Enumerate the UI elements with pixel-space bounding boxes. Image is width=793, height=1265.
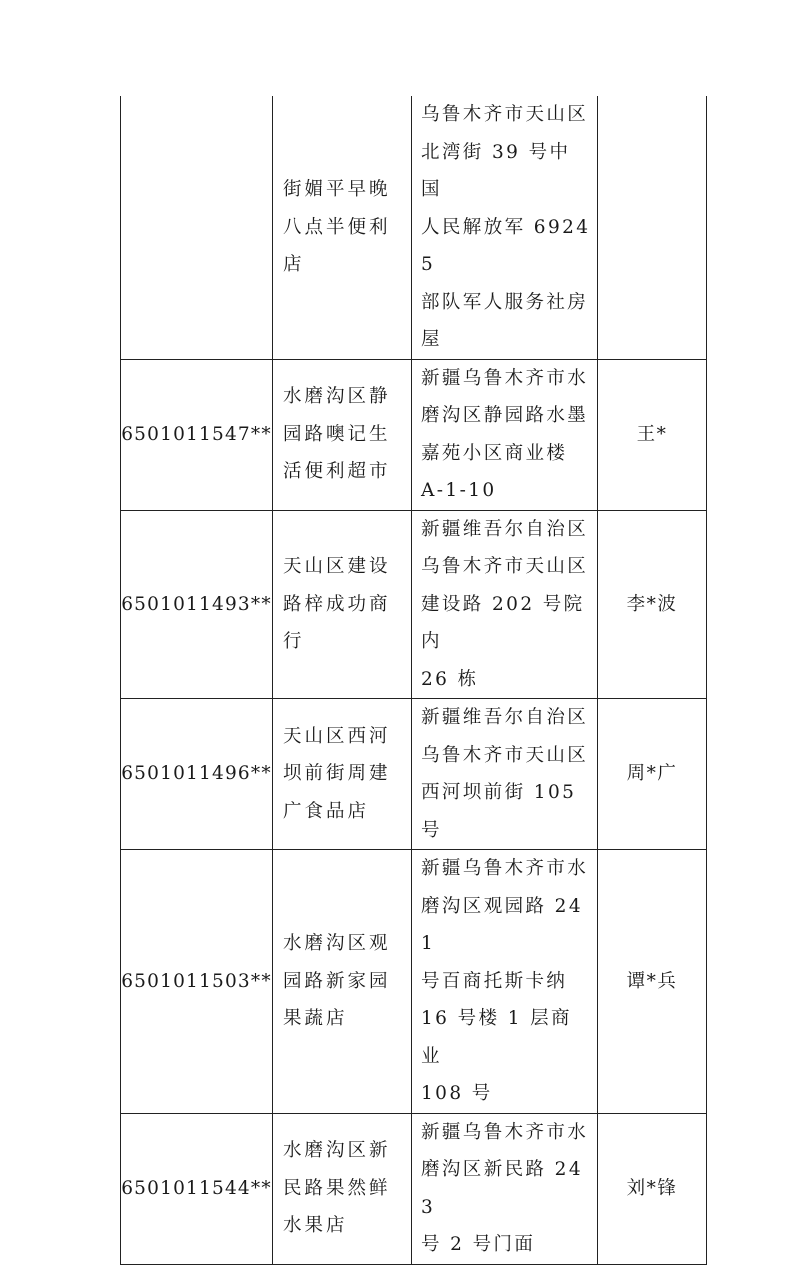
license-code-cell: 6501011503** <box>121 850 273 1114</box>
license-code-cell: 6501011493** <box>121 510 273 699</box>
store-address-cell: 乌鲁木齐市天山区 北湾街 39 号中国 人民解放军 69245 部队军人服务社房 屋 <box>412 96 598 359</box>
store-name-cell: 水磨沟区新 民路果然鲜 水果店 <box>273 1113 412 1264</box>
store-name-cell: 水磨沟区静 园路噢记生 活便利超市 <box>273 359 412 510</box>
records-table <box>120 96 707 1265</box>
store-address-cell: 新疆乌鲁木齐市水 磨沟区静园路水墨 嘉苑小区商业楼 A-1-10 <box>412 359 598 510</box>
license-code-cell <box>121 96 273 359</box>
person-name-cell: 周*广 <box>598 699 707 850</box>
person-name-cell: 谭*兵 <box>598 850 707 1114</box>
person-name-cell: 王* <box>598 359 707 510</box>
store-name-cell: 天山区西河 坝前街周建 广食品店 <box>273 699 412 850</box>
table-row <box>121 1113 707 1264</box>
store-address-cell: 新疆维吾尔自治区 乌鲁木齐市天山区 西河坝前街 105 号 <box>412 699 598 850</box>
table-row <box>121 850 707 1114</box>
license-code-cell: 6501011496** <box>121 699 273 850</box>
table-row <box>121 699 707 850</box>
store-address-cell: 新疆乌鲁木齐市水 磨沟区新民路 243 号 2 号门面 <box>412 1113 598 1264</box>
table-row <box>121 96 707 359</box>
store-address-cell: 新疆维吾尔自治区 乌鲁木齐市天山区 建设路 202 号院内 26 栋 <box>412 510 598 699</box>
store-name-cell: 水磨沟区观 园路新家园 果蔬店 <box>273 850 412 1114</box>
store-address-cell: 新疆乌鲁木齐市水 磨沟区观园路 241 号百商托斯卡纳 16 号楼 1 层商业 108 号 <box>412 850 598 1114</box>
store-name-cell: 街媚平早晚 八点半便利 店 <box>273 96 412 359</box>
license-code-cell: 6501011547** <box>121 359 273 510</box>
person-name-cell <box>598 96 707 359</box>
license-code-cell: 6501011544** <box>121 1113 273 1264</box>
person-name-cell: 刘*锋 <box>598 1113 707 1264</box>
table-row <box>121 359 707 510</box>
person-name-cell: 李*波 <box>598 510 707 699</box>
store-name-cell: 天山区建设 路梓成功商 行 <box>273 510 412 699</box>
table-row <box>121 510 707 699</box>
